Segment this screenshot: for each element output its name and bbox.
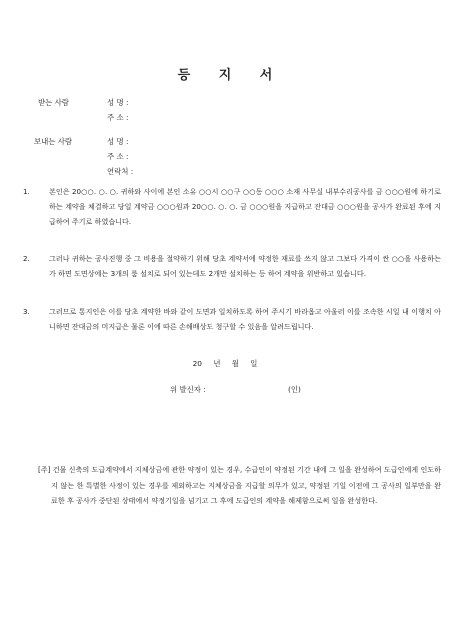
- footnote: [38, 462, 441, 509]
- footnote-text: 건물 신축의 도급계약에서 지체상금에 관한 약정이 있는 경우, 수급인이 약정된 기간 내에 그 일을 완성하여 도급인에게 인도하지 않는 한 특별한 사정이 있는 경우를 제외하고는 지체상금을 지급할 의무가 있고, 약정된 기일 이전에 그 공사의 일부만을 완료한 후 공사가 중단된 상태에서 약정기일을 넘기고 그 후에 도급인의 계약을 해제함으로써 일을 완성한다.: [51, 465, 441, 505]
- paragraph-text: 본인은 20○○. ○. ○. 귀하와 사이에 본인 소유 ○○시 ○○구 ○○동 ○○○ 소재 사무실 내부수리공사를 금 ○○○원에 하기로 하는 계약을 체결하고 당일 계약금 ○○○원과 20○○. ○. ○. 금 ○○○원을 지급하고 잔대금 ○○○원을 공사가 완료된 후에 지급하여 주기로 하였습니다.: [49, 187, 441, 226]
- recipient-address-label: 주 소 :: [107, 113, 129, 122]
- paragraph-2: [23, 251, 441, 281]
- recipient-label: 받는 사람: [38, 98, 69, 107]
- sender-label: 보내는 사람: [34, 137, 73, 146]
- signature-seal: (인): [288, 385, 301, 394]
- recipient-name-label: 성 명 :: [107, 98, 129, 107]
- paragraph-text: 그러므로 통지인은 이를 당초 계약한 바와 같이 도면과 일치하도록 하여 주시기 바라옵고 아울러 이를 조속한 시일 내 이행치 아니하면 잔대금의 미지급은 물론 이에 따른 손해배상도 청구할 수 있음을 알려드립니다.: [49, 307, 441, 331]
- paragraph-number: 1.: [23, 187, 30, 196]
- paragraph-text: 그러나 귀하는 공사진행 중 그 비용을 절약하기 위해 당초 계약서에 약정한 재료를 쓰지 않고 그보다 가격이 싼 ○○을 사용하는가 하면 도면상에는 3개의 룸 설치로 되어 있는데도 2개만 설치하는 등 하여 계약을 위반하고 있습니다.: [49, 254, 441, 278]
- paragraph-1: [23, 184, 441, 229]
- document-date: 20 년 월 일: [192, 359, 258, 368]
- footnote-mark: [주]: [38, 465, 51, 474]
- sender-name-label: 성 명 :: [107, 137, 129, 146]
- paragraph-3: [23, 304, 441, 334]
- sender-contact-label: 연락처 :: [107, 167, 134, 176]
- paragraph-number: 3.: [23, 307, 30, 316]
- signature-label: 위 발신자 :: [170, 385, 206, 394]
- sender-address-label: 주 소 :: [107, 152, 129, 161]
- paragraph-number: 2.: [23, 254, 30, 263]
- document-title: 등 지 서: [177, 68, 285, 83]
